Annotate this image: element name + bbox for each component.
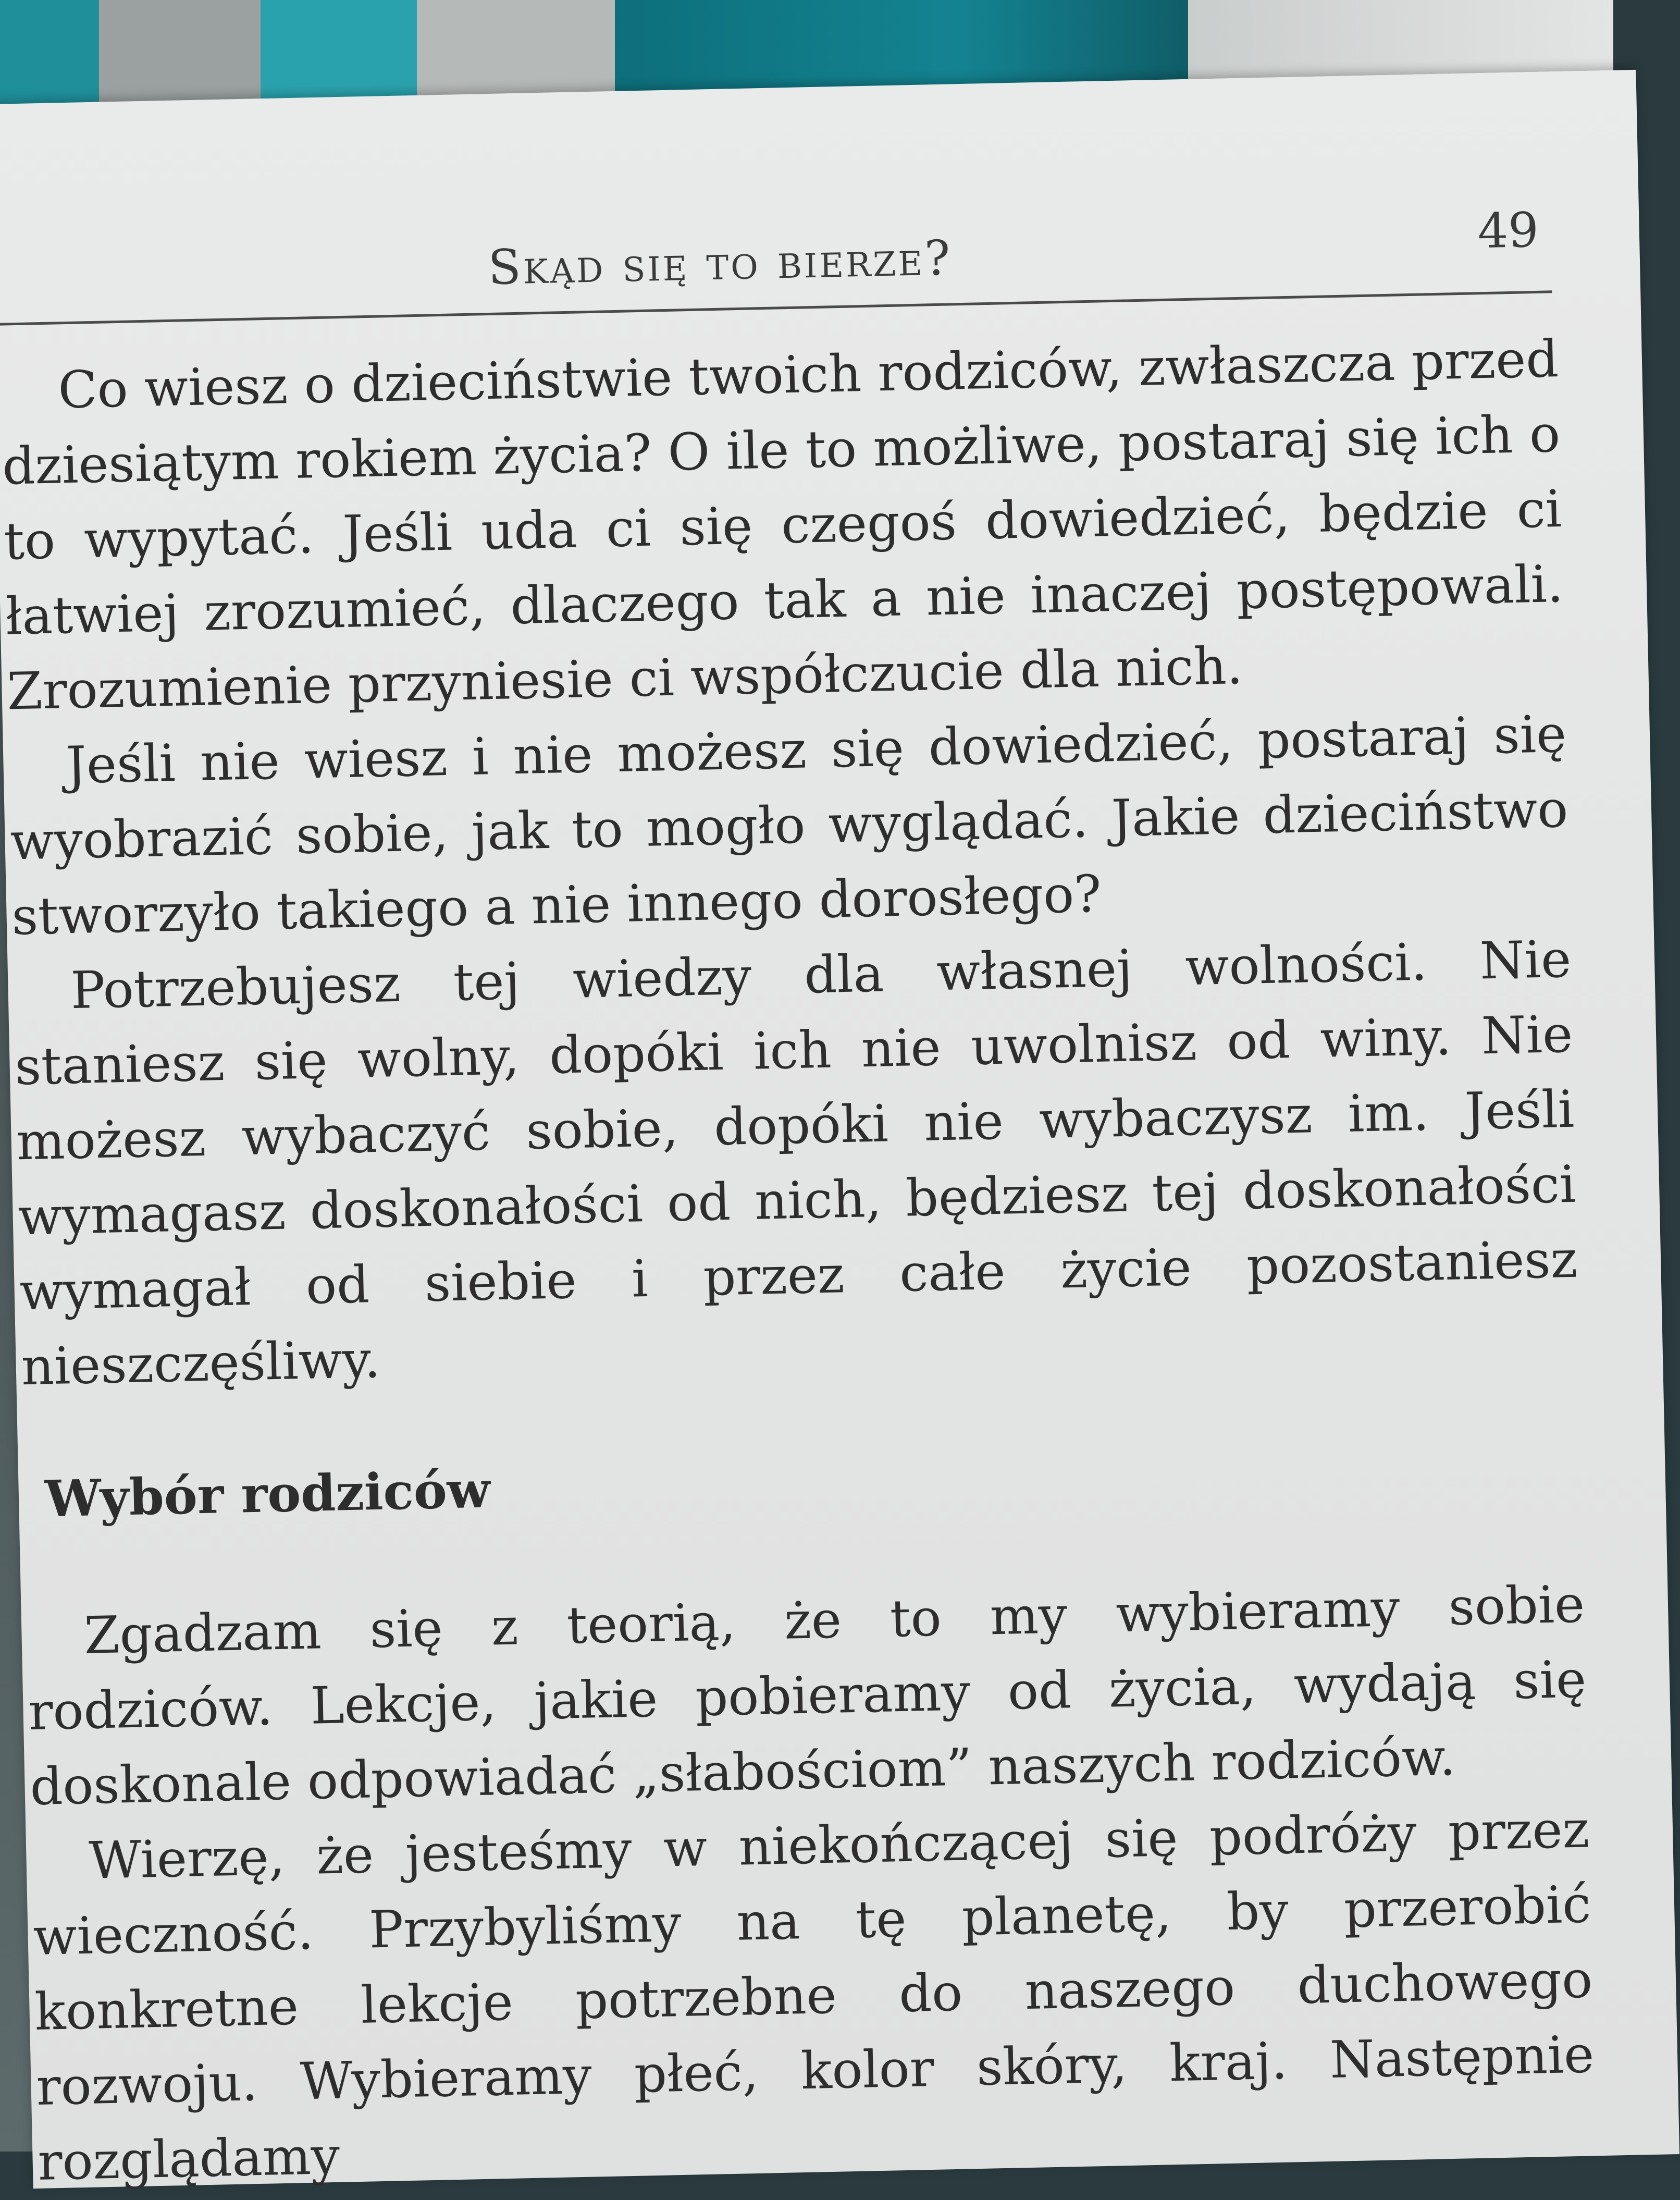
paragraph: Zgadzam się z teorią, że to my wybieramy sobie rodziców. Lekcje, jakie pobieramy od życia, wydają się doskonale odpowiadać „słabościom” naszych rodziców.	[28, 1575, 1587, 1817]
header-rule	[0, 290, 1552, 326]
paragraph: Potrzebujesz tej wiedzy dla własnej wolności. Nie staniesz się wolny, dopóki ich nie uwolnisz od winy. Nie możesz wybaczyć sobie, dopóki nie wybaczysz im. Jeśli wymagasz doskonałości od nich, będziesz tej doskonałości wymagał od siebie i przez całe życie pozostaniesz nieszczęśliwy.	[14, 929, 1578, 1397]
paragraph: Wierzę, że jesteśmy w niekończącej się podróży przez wieczność. Przybyliśmy na tę planetę, by przerobić konkretne lekcje potrzebne do naszego duchowego rozwoju. Wybieramy płeć, kolor skóry, kraj. Następnie rozglądamy	[32, 1800, 1595, 2192]
paragraph: Co wiesz o dzieciństwie twoich rodziców, zwłaszcza przed dziesiątym rokiem życia? O ile to możliwe, postaraj się ich o to wypytać. Jeśli uda ci się czegoś dowiedzieć, będzie ci łatwiej zrozumieć, dlaczego tak a nie inaczej postępowali. Zrozumienie przyniesie ci współczucie dla nich.	[2, 329, 1564, 722]
book-page	[0, 70, 1679, 2192]
paragraph: Jeśli nie wiesz i nie możesz się dowiedzieć, postaraj się wyobrazić sobie, jak to mogło wyglądać. Jakie dzieciństwo stworzyło takiego a nie innego dorosłego?	[9, 704, 1569, 947]
section-heading: Wybór rodziców	[44, 1460, 491, 1529]
body-text	[0, 322, 1597, 2200]
running-head: Skąd się to bierze?	[487, 230, 953, 296]
page-number: 49	[1477, 202, 1539, 260]
